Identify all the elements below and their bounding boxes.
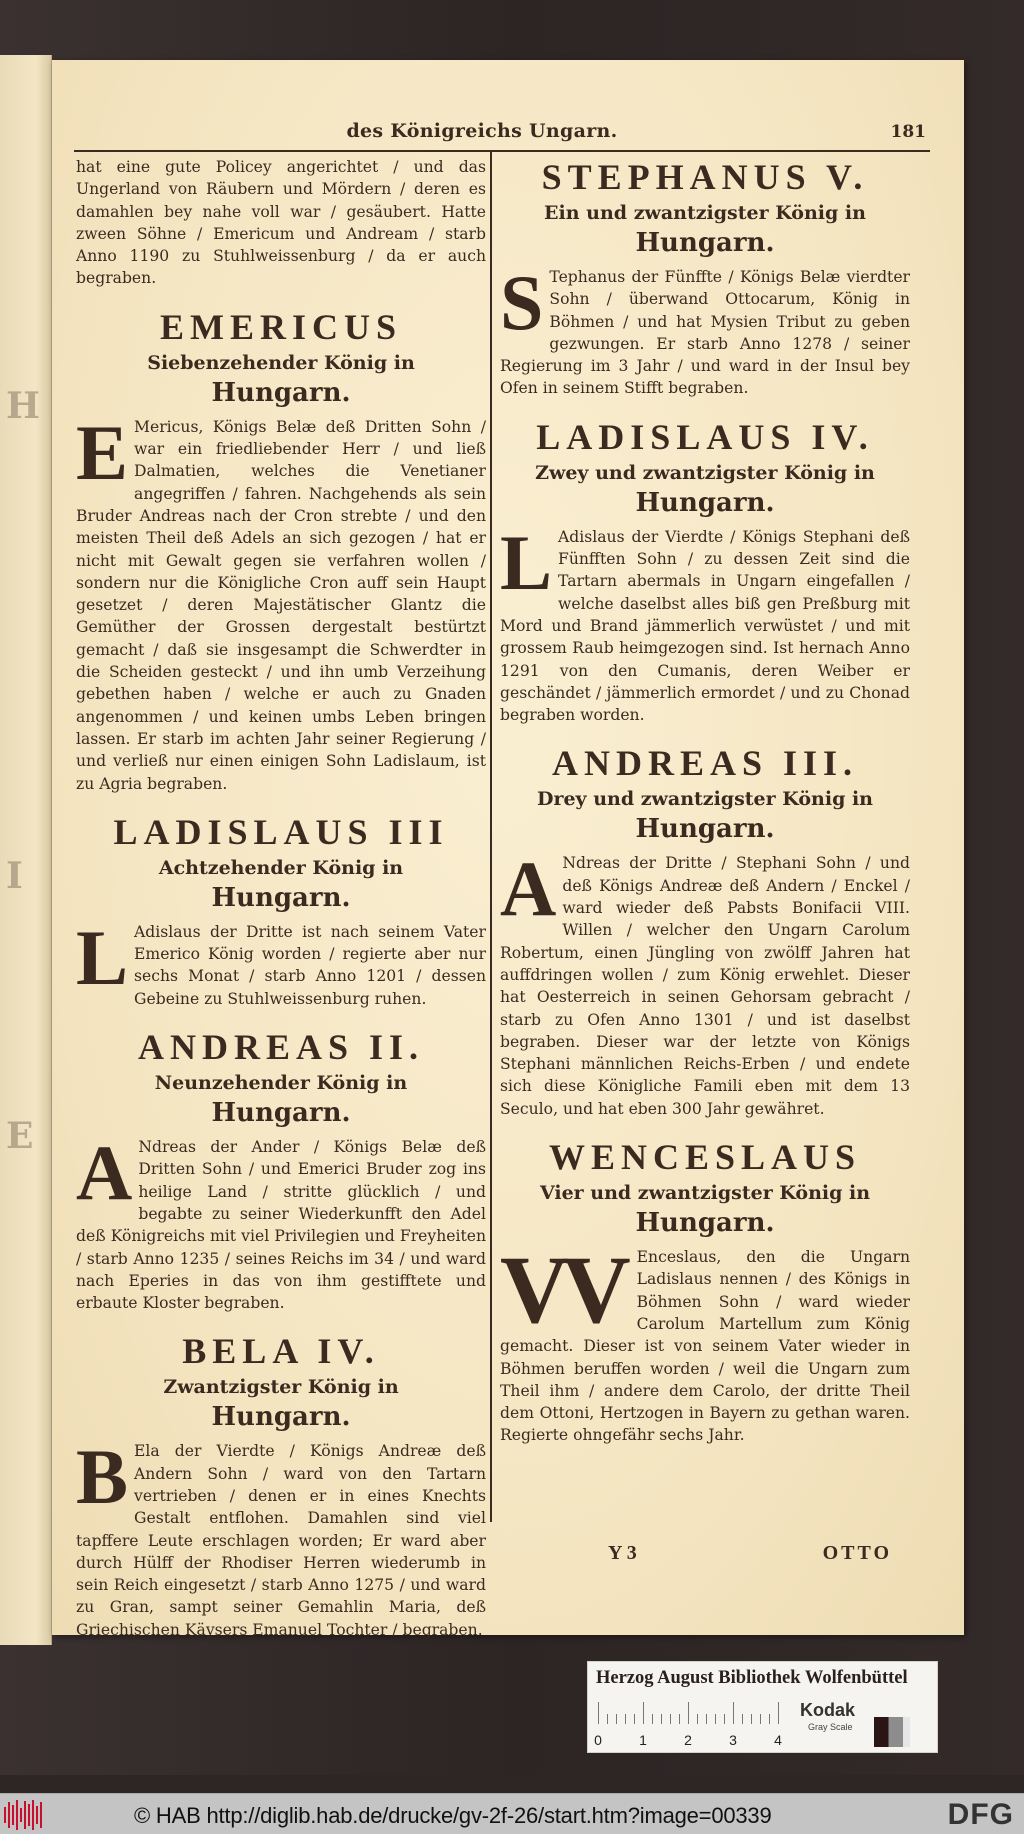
ruler-tick: [688, 1702, 689, 1724]
library-color-card: [587, 1661, 938, 1753]
drop-cap: B: [76, 1433, 129, 1521]
section-subtitle: Achtzehender König in: [158, 856, 404, 879]
ruler-tick: [616, 1714, 617, 1724]
section-title: ANDREAS II.: [137, 1027, 425, 1068]
ghost-letter: H: [6, 385, 41, 427]
body-text: Ela der Vierdte / Königs Andreæ deß Andern Sohn / ward von den Tartarn vertrieben / denen er in eines Knechts Gestalt entflohen. Damahlen sind viel tapffere Leute erschlagen worden; Er ward aber durch Hülff der Rhodiser Herren wiederumb in sein Reich eingesetzt / starb Anno 1275 / und ward zu Gran, sampt seiner Gemahlin Maria, deß Griechischen Käysers Emanuel Tochter / begraben.: [76, 1442, 486, 1639]
ruler-tick: [679, 1714, 680, 1724]
body-text: Mericus, Königs Belæ deß Dritten Sohn / war ein friedliebender Herr / und ließ Dalmatien, welches die Venetianer angegriffen / fahren. Nachgehends als sein Bruder Andreas nach der Cron strebte / und den meisten Theil deß Adels an sich gezogen / hat er nicht mit Gewalt gegen sie verfahren wollen / sondern nur die Königliche Cron auff sein Haupt gesetzet / deren Majestätischer Glantz die Gemüther der Grossen dergestalt bestürtzt gemacht / daß sie insgesampt die Schwerdter in die Scheiden gesteckt / und ihn umb Verzeihung gebethen haben / welche er auch zu Gnaden angenommen / und keinen umbs Leben bringen lassen. Er starb im achten Jahr seiner Regierung / und verließ nur einen einigen Sohn Ladislaum, ist zu Agria begraben.: [76, 417, 486, 793]
left-column: [76, 156, 486, 1641]
ruler-tick: [724, 1714, 725, 1724]
section-body: [76, 408, 486, 795]
ghost-letter: E: [6, 1115, 34, 1157]
section-body: [76, 1433, 486, 1641]
ruler-label: 1: [639, 1732, 647, 1748]
library-name: Herzog August Bibliothek Wolfenbüttel: [596, 1668, 908, 1688]
section-country: Hungarn.: [635, 814, 775, 845]
section-wenceslaus: [500, 1136, 910, 1447]
book-page: [52, 60, 964, 1639]
ruler-tick: [715, 1714, 716, 1724]
drop-cap: A: [76, 1129, 133, 1217]
body-text: Adislaus der Vierdte / Königs Stephani deß Fünfften Sohn / zu dessen Zeit sind die Tartarn abermals in Ungarn eingefallen / welche daselbst alles biß gen Preßburg mit Mord und Brand jämmerlich verwüstet / und mit grossem Raub heimgezogen sind. Ist hernach Anno 1291 von den Cumanis, deren Weiber er geschändet / jämmerlich ermordet / und zu Chonad begraben worden.: [500, 527, 910, 725]
ruler-tick: [778, 1702, 779, 1724]
ruler-tick: [670, 1714, 671, 1724]
section-title: WENCESLAUS: [548, 1137, 862, 1178]
ruler-tick: [697, 1714, 698, 1724]
ruler-tick: [706, 1714, 707, 1724]
ruler-label: 0: [594, 1732, 602, 1748]
ruler-tick: [625, 1714, 626, 1724]
column-rule: [490, 152, 492, 1522]
kodak-subtitle: Gray Scale: [808, 1722, 853, 1732]
page-number: 181: [890, 122, 926, 142]
section-title: LADISLAUS III: [113, 811, 449, 852]
body-text: Adislaus der Dritte ist nach seinem Vater Emerico König worden / regierte aber nur sechs Monat / starb Anno 1201 / dessen Gebeine zu Stuhlweissenburg ruhen.: [134, 922, 486, 1008]
section-ladislaus-iv: [500, 416, 910, 727]
hab-logo-icon: [4, 1800, 48, 1830]
drop-cap: A: [500, 845, 557, 933]
running-title: des Königreichs Ungarn.: [346, 120, 618, 142]
drop-cap: VV: [500, 1236, 623, 1344]
ruler-tick: [643, 1702, 644, 1724]
ruler-tick: [661, 1714, 662, 1724]
copyright-link[interactable]: © HAB http://diglib.hab.de/drucke/gv-2f-26/start.htm?image=00339: [134, 1803, 772, 1828]
running-head: [52, 112, 964, 152]
drop-cap: L: [76, 913, 129, 1001]
section-body: [500, 1236, 910, 1447]
section-subtitle: Zwey und zwantzigster König in: [535, 461, 875, 484]
body-text: Ndreas der Ander / Königs Belæ deß Dritten Sohn / und Emerici Bruder zog ins heilige Land / stritte glücklich / und begabte zu seiner Wiederkunfft den Adel deß Königreichs mit viel Privilegien und Freyheiten / starb Anno 1235 / seines Reichs im 34 / und ward nach Eperies in das von ihm gestifftete und erbaute Kloster begraben.: [76, 1138, 486, 1313]
ruler-tick: [733, 1702, 734, 1724]
section-andreas-ii: [76, 1026, 486, 1314]
ruler-tick: [607, 1714, 608, 1724]
section-title: EMERICUS: [159, 306, 403, 347]
ruler-tick: [742, 1714, 743, 1724]
drop-cap: E: [76, 408, 129, 496]
body-text: Tephanus der Fünffte / Königs Belæ vierdter Sohn / überwand Ottocarum, König in Böhmen / und hat Mysien Tribut zu geben gezwungen. Er starb Anno 1278 / seiner Regierung im 3 Jahr / und ward in der Insul bey Ofen in seinem Stifft begraben.: [500, 268, 910, 398]
previous-page-edge: [0, 55, 52, 1645]
section-body: [500, 845, 910, 1120]
section-bela-iv: [76, 1330, 486, 1641]
section-emericus: [76, 306, 486, 795]
ruler-tick: [652, 1714, 653, 1724]
right-column: [500, 156, 910, 1447]
section-title: LADISLAUS IV.: [536, 416, 874, 457]
gray-scale-swatch: [874, 1717, 910, 1747]
kodak-logo: Kodak: [800, 1700, 856, 1720]
ruler-label: 4: [774, 1732, 782, 1748]
drop-cap: S: [500, 259, 544, 346]
signature-mark: Y 3: [608, 1542, 637, 1564]
ruler-tick: [760, 1714, 761, 1724]
section-country: Hungarn.: [211, 1098, 351, 1129]
section-andreas-iii: [500, 742, 910, 1120]
section-body: [76, 1129, 486, 1314]
section-stephanus-v: [500, 156, 910, 400]
drop-cap: L: [500, 518, 553, 606]
section-country: Hungarn.: [211, 1402, 351, 1433]
ruler-label: 2: [684, 1732, 692, 1748]
body-text: Ndreas der Dritte / Stephani Sohn / und deß Königs Andreæ deß Andern / Enckel / ward wieder deß Pabsts Bonifacii VIII. Willen / welcher den Ungarn Carolum Robertum, einen Jüngling von zwölff Jahren hat auffdringen wollen / zum König erwehlet. Dieser hat Oesterreich in seinen Gehorsam gebracht / starb zu Ofen Anno 1301 / und ist daselbst begraben. Dieser war der letzte von Königs Stephani männlichen Reichs-Erben / und endete sich diese Königliche Famili eben mit dem 13 Seculo, und hat eben 300 Jahr gewähret.: [500, 854, 910, 1118]
section-body: [76, 913, 486, 1010]
section-body: [500, 259, 910, 400]
body-text: Enceslaus, den die Ungarn Ladislaus nennen / des Königs in Böhmen Sohn / ward wieder Carolum Martellum zum König gemacht. Dieser ist von seinem Vater wieder in Böhmen beruffen worden / weil die Ungarn zum Theil ihm / andere dem Carolo, der dritte Theil dem Ottoni, Hertzogen in Bayern zu gethan waren. Regierte ohngefähr sechs Jahr.: [500, 1248, 910, 1445]
section-subtitle: Neunzehender König in: [154, 1072, 408, 1095]
catchword: OTTO: [822, 1542, 892, 1564]
section-subtitle: Vier und zwantzigster König in: [539, 1182, 871, 1205]
section-country: Hungarn.: [635, 1208, 775, 1239]
section-title: BELA IV.: [182, 1331, 380, 1372]
ruler-tick: [598, 1702, 599, 1724]
catchword-line: [500, 1542, 910, 1572]
ruler-tick: [751, 1714, 752, 1724]
ruler-tick: [634, 1714, 635, 1724]
section-subtitle: Siebenzehender König in: [147, 351, 415, 374]
scale-ruler: [594, 1702, 788, 1748]
section-country: Hungarn.: [635, 487, 775, 518]
dfg-logo: DFG: [947, 1798, 1014, 1831]
ghost-letter: I: [6, 855, 23, 897]
footer-bar: [0, 1793, 1024, 1834]
section-country: Hungarn.: [635, 228, 775, 258]
section-subtitle: Zwantzigster König in: [163, 1376, 399, 1399]
section-subtitle: Ein und zwantzigster König in: [544, 202, 866, 224]
section-title: ANDREAS III.: [551, 743, 859, 784]
section-ladislaus-iii: [76, 811, 486, 1010]
section-country: Hungarn.: [211, 377, 351, 408]
section-subtitle: Drey und zwantzigster König in: [536, 788, 874, 811]
header-rule: [74, 150, 930, 152]
section-country: Hungarn.: [211, 882, 351, 913]
section-body: [500, 518, 910, 727]
continuation-text: hat eine gute Policey angerichtet / und das Ungerland von Räubern und Mördern / deren es damahlen bey nahe voll war / gesäubert. Hatte zween Söhne / Emericum und Andream / starb Anno 1190 zu Stuhlweissenburg / da er auch begraben.: [76, 158, 486, 288]
section-title: STEPHANUS V.: [541, 157, 869, 197]
ruler-label: 3: [729, 1732, 737, 1748]
ruler-tick: [769, 1714, 770, 1724]
